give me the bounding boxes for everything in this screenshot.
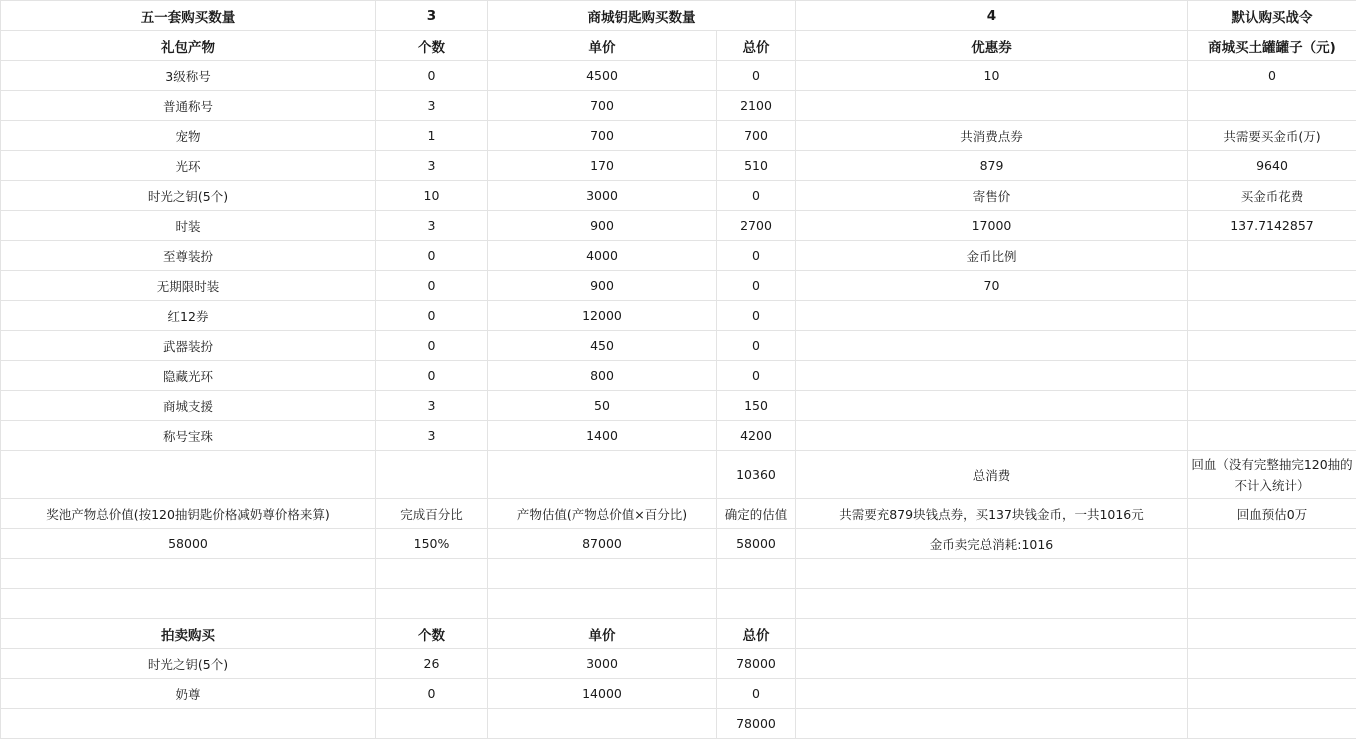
- table-cell[interactable]: 3: [376, 211, 488, 241]
- table-cell[interactable]: 510: [717, 151, 796, 181]
- empty-row: [1, 559, 1356, 589]
- table-cell[interactable]: 70: [796, 271, 1188, 301]
- table-cell[interactable]: 900: [488, 211, 717, 241]
- table-cell[interactable]: 时光之钥(5个): [1, 181, 376, 211]
- table-cell[interactable]: [796, 679, 1188, 709]
- table-cell[interactable]: [796, 559, 1188, 589]
- table-cell[interactable]: 9640: [1188, 151, 1356, 181]
- table-cell[interactable]: 红12券: [1, 301, 376, 331]
- table-row: [1, 151, 1356, 181]
- table-cell[interactable]: [1, 589, 376, 619]
- table-cell[interactable]: [1188, 271, 1356, 301]
- table-cell[interactable]: [1188, 301, 1356, 331]
- table-cell[interactable]: 寄售价: [796, 181, 1188, 211]
- table-cell[interactable]: [1188, 709, 1356, 739]
- summary-value-cell[interactable]: 金币卖完总消耗:1016: [796, 529, 1188, 559]
- table-cell[interactable]: 0: [717, 181, 796, 211]
- table-cell[interactable]: 0: [376, 331, 488, 361]
- table-row: [1, 181, 1356, 211]
- auction-row: [1, 649, 1356, 679]
- table-cell[interactable]: [796, 91, 1188, 121]
- auction-cell[interactable]: 0: [717, 679, 796, 709]
- table-row: [1, 301, 1356, 331]
- table-row: [1, 421, 1356, 451]
- table-cell[interactable]: [1188, 649, 1356, 679]
- table-cell[interactable]: 2100: [717, 91, 796, 121]
- table-row: [1, 121, 1356, 151]
- total-value-cell[interactable]: 10360: [717, 451, 796, 499]
- table-cell[interactable]: 700: [488, 121, 717, 151]
- table-cell[interactable]: [1188, 391, 1356, 421]
- table-cell[interactable]: [1188, 331, 1356, 361]
- table-row: [1, 61, 1356, 91]
- table-cell[interactable]: [1188, 679, 1356, 709]
- table-cell[interactable]: 450: [488, 331, 717, 361]
- table-cell[interactable]: [488, 559, 717, 589]
- table-cell[interactable]: 170: [488, 151, 717, 181]
- table-cell[interactable]: 时装: [1, 211, 376, 241]
- header-row: [1, 1, 1356, 31]
- table-cell[interactable]: 1400: [488, 421, 717, 451]
- table-cell[interactable]: 称号宝珠: [1, 421, 376, 451]
- summary-header-row: [1, 499, 1356, 529]
- column-header-count[interactable]: 个数: [376, 31, 488, 61]
- summary-value-cell[interactable]: 58000: [717, 529, 796, 559]
- table-cell[interactable]: [376, 451, 488, 499]
- table-cell[interactable]: 0: [717, 271, 796, 301]
- table-cell[interactable]: 0: [717, 361, 796, 391]
- table-cell[interactable]: 50: [488, 391, 717, 421]
- header-cell-key-purchase[interactable]: 商城钥匙购买数量: [488, 1, 796, 31]
- table-cell[interactable]: 800: [488, 361, 717, 391]
- header-cell-key-count[interactable]: 4: [796, 1, 1188, 31]
- summary-value-cell[interactable]: 87000: [488, 529, 717, 559]
- auction-cell[interactable]: 26: [376, 649, 488, 679]
- table-cell[interactable]: [1188, 361, 1356, 391]
- header-cell-set-count[interactable]: 3: [376, 1, 488, 31]
- table-cell[interactable]: [796, 709, 1188, 739]
- table-cell[interactable]: [796, 391, 1188, 421]
- column-header-shop[interactable]: 商城买土罐罐子（元): [1188, 31, 1356, 61]
- table-cell[interactable]: [488, 709, 717, 739]
- table-cell[interactable]: 3: [376, 151, 488, 181]
- table-cell[interactable]: [488, 451, 717, 499]
- table-cell[interactable]: 10: [376, 181, 488, 211]
- table-cell[interactable]: 4500: [488, 61, 717, 91]
- table-cell[interactable]: 共需要买金币(万): [1188, 121, 1356, 151]
- summary-header-cell[interactable]: 奖池产物总价值(按120抽钥匙价格减奶尊价格来算): [1, 499, 376, 529]
- table-cell[interactable]: [1188, 589, 1356, 619]
- table-cell[interactable]: 17000: [796, 211, 1188, 241]
- header-cell-set-purchase[interactable]: 五一套购买数量: [1, 1, 376, 31]
- table-cell[interactable]: [1188, 241, 1356, 271]
- column-header-unit-price[interactable]: 单价: [488, 31, 717, 61]
- auction-header-cell[interactable]: 拍卖购买: [1, 619, 376, 649]
- table-cell[interactable]: 900: [488, 271, 717, 301]
- table-cell[interactable]: 879: [796, 151, 1188, 181]
- table-cell[interactable]: 0: [376, 361, 488, 391]
- table-cell[interactable]: 700: [488, 91, 717, 121]
- table-cell[interactable]: 隐藏光环: [1, 361, 376, 391]
- summary-header-cell[interactable]: 完成百分比: [376, 499, 488, 529]
- auction-total-cell[interactable]: 78000: [717, 709, 796, 739]
- table-cell[interactable]: 宠物: [1, 121, 376, 151]
- table-cell[interactable]: 0: [1188, 61, 1356, 91]
- summary-header-cell[interactable]: 确定的估值: [717, 499, 796, 529]
- summary-values-row: [1, 529, 1356, 559]
- table-cell[interactable]: 0: [376, 241, 488, 271]
- table-cell[interactable]: 700: [717, 121, 796, 151]
- auction-total-row: [1, 709, 1356, 739]
- table-cell[interactable]: [1188, 91, 1356, 121]
- table-cell[interactable]: 2700: [717, 211, 796, 241]
- table-cell[interactable]: [1, 559, 376, 589]
- auction-header-cell[interactable]: 个数: [376, 619, 488, 649]
- table-cell[interactable]: [376, 589, 488, 619]
- table-cell[interactable]: 0: [717, 331, 796, 361]
- table-cell[interactable]: [1, 709, 376, 739]
- table-cell[interactable]: 150: [717, 391, 796, 421]
- auction-header-cell[interactable]: 总价: [717, 619, 796, 649]
- summary-value-cell[interactable]: [1188, 529, 1356, 559]
- column-header-total[interactable]: 总价: [717, 31, 796, 61]
- table-cell[interactable]: 3: [376, 391, 488, 421]
- header-cell-battle-pass[interactable]: 默认购买战令: [1188, 1, 1356, 31]
- summary-value-cell[interactable]: 150%: [376, 529, 488, 559]
- table-row: [1, 391, 1356, 421]
- table-row: [1, 211, 1356, 241]
- table-cell[interactable]: 光环: [1, 151, 376, 181]
- table-cell[interactable]: 普通称号: [1, 91, 376, 121]
- table-cell[interactable]: 共消费点券: [796, 121, 1188, 151]
- table-cell[interactable]: 买金币花费: [1188, 181, 1356, 211]
- auction-cell[interactable]: 3000: [488, 649, 717, 679]
- table-cell[interactable]: 1: [376, 121, 488, 151]
- table-row: [1, 271, 1356, 301]
- table-cell[interactable]: [796, 649, 1188, 679]
- table-cell[interactable]: [1188, 559, 1356, 589]
- table-cell[interactable]: 3级称号: [1, 61, 376, 91]
- summary-header-cell[interactable]: 回血预估0万: [1188, 499, 1356, 529]
- table-cell[interactable]: 3: [376, 421, 488, 451]
- table-cell[interactable]: 武器装扮: [1, 331, 376, 361]
- table-cell[interactable]: [1, 451, 376, 499]
- auction-cell[interactable]: 0: [376, 679, 488, 709]
- table-cell[interactable]: 商城支援: [1, 391, 376, 421]
- table-cell[interactable]: 0: [717, 241, 796, 271]
- table-cell[interactable]: [796, 361, 1188, 391]
- empty-row: [1, 589, 1356, 619]
- total-row: [1, 451, 1356, 499]
- table-cell[interactable]: 4000: [488, 241, 717, 271]
- column-header-item[interactable]: 礼包产物: [1, 31, 376, 61]
- table-cell[interactable]: [376, 559, 488, 589]
- auction-cell[interactable]: 14000: [488, 679, 717, 709]
- total-label-cell[interactable]: 总消费: [796, 451, 1188, 499]
- table-row: [1, 331, 1356, 361]
- table-cell[interactable]: 无期限时装: [1, 271, 376, 301]
- table-cell[interactable]: 3000: [488, 181, 717, 211]
- table-row: [1, 91, 1356, 121]
- table-cell[interactable]: [1188, 421, 1356, 451]
- table-cell[interactable]: 至尊装扮: [1, 241, 376, 271]
- table-cell[interactable]: [717, 559, 796, 589]
- column-header-coupon[interactable]: 优惠券: [796, 31, 1188, 61]
- table-cell[interactable]: [796, 421, 1188, 451]
- table-cell[interactable]: 10: [796, 61, 1188, 91]
- table-cell[interactable]: [717, 589, 796, 619]
- table-cell[interactable]: [488, 589, 717, 619]
- table-cell[interactable]: 0: [376, 61, 488, 91]
- table-cell[interactable]: [376, 709, 488, 739]
- summary-header-cell[interactable]: 产物估值(产物总价值×百分比): [488, 499, 717, 529]
- table-cell[interactable]: 金币比例: [796, 241, 1188, 271]
- auction-cell[interactable]: 时光之钥(5个): [1, 649, 376, 679]
- auction-cell[interactable]: 78000: [717, 649, 796, 679]
- summary-value-cell[interactable]: 58000: [1, 529, 376, 559]
- auction-cell[interactable]: 奶尊: [1, 679, 376, 709]
- table-cell[interactable]: [1188, 619, 1356, 649]
- auction-row: [1, 679, 1356, 709]
- table-cell[interactable]: 0: [717, 301, 796, 331]
- table-row: [1, 241, 1356, 271]
- table-cell[interactable]: 137.7142857: [1188, 211, 1356, 241]
- auction-header-cell[interactable]: 单价: [488, 619, 717, 649]
- table-cell[interactable]: 0: [717, 61, 796, 91]
- table-cell[interactable]: 4200: [717, 421, 796, 451]
- table-cell[interactable]: 3: [376, 91, 488, 121]
- table-cell[interactable]: [796, 301, 1188, 331]
- table-cell[interactable]: [796, 589, 1188, 619]
- summary-header-cell[interactable]: 共需要充879块钱点券，买137块钱金币，一共1016元: [796, 499, 1188, 529]
- table-cell[interactable]: 12000: [488, 301, 717, 331]
- table-cell[interactable]: [796, 619, 1188, 649]
- auction-header-row: [1, 619, 1356, 649]
- table-row: [1, 361, 1356, 391]
- column-header-row: [1, 31, 1356, 61]
- table-cell[interactable]: 0: [376, 271, 488, 301]
- table-cell[interactable]: [796, 331, 1188, 361]
- table-cell[interactable]: 0: [376, 301, 488, 331]
- refund-note-cell[interactable]: 回血（没有完整抽完120抽的不计入统计）: [1188, 451, 1356, 499]
